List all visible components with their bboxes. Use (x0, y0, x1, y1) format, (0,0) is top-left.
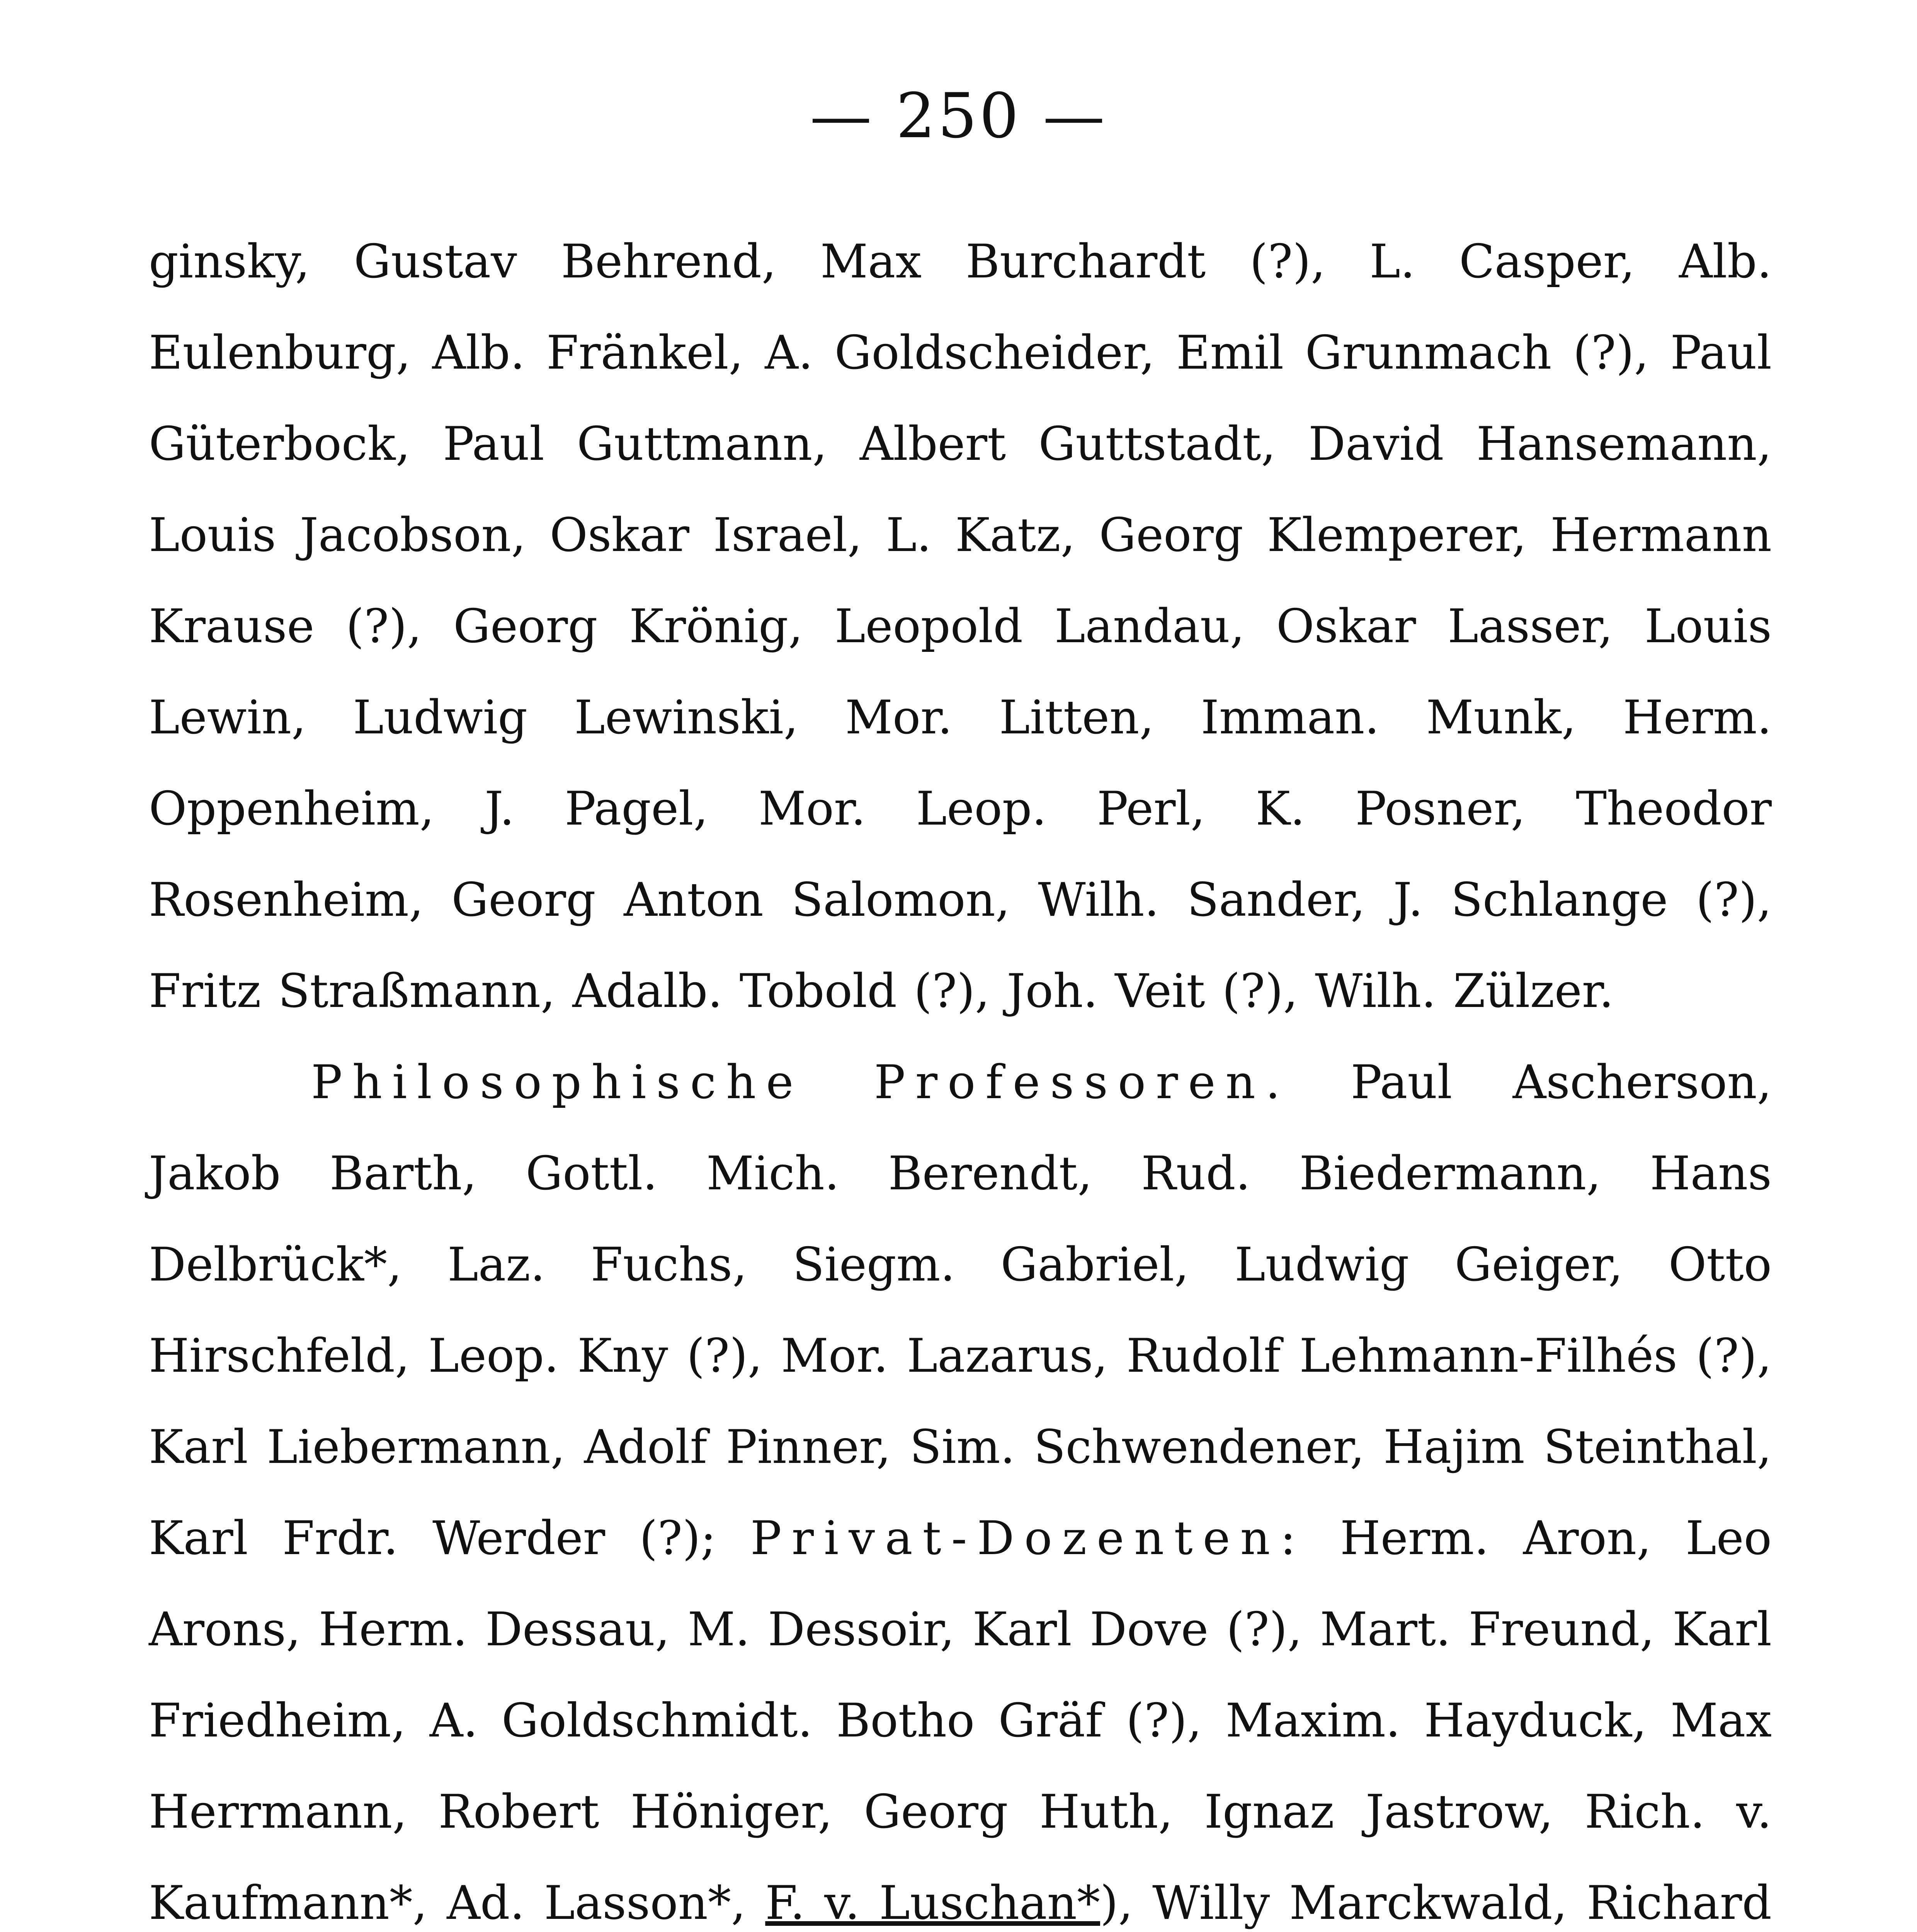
page-number: — 250 — (810, 80, 1107, 152)
philosophy-paragraph (149, 1037, 1772, 1932)
continuation-text: ginsky, Gustav Behrend, Max Burchardt (?), L. Casper, Alb. Eulenburg, Alb. Fränkel, A. Goldscheider, Emil Grunmach (?), Paul Güterbock, Paul Guttmann, Albert Guttstadt, David Hansemann, Louis Jacobson, Oskar Israel, L. Katz, Georg Klemperer, Hermann Krause (?), Georg Krönig, Leopold Landau, Oskar Lasser, Louis Lewin, Ludwig Lewinski, Mor. Litten, Imman. Munk, Herm. Oppenheim, J. Pagel, Mor. Leop. Perl, K. Posner, Theodor Rosenheim, Georg Anton Salomon, Wilh. Sander, J. Schlange (?), Fritz Straßmann, Adalb. Tobold (?), Joh. Veit (?), Wilh. Zülzer. (149, 235, 1772, 1018)
privatdozenten-heading: Privat-Dozenten: (750, 1512, 1306, 1565)
philosophy-heading: Philosophische Professoren. (311, 1056, 1290, 1109)
berlin-continuation-block (149, 216, 1772, 1932)
medical-privatdozenten-continuation (149, 216, 1772, 1037)
philosophy-professors-list: Paul Ascherson, Jakob Barth, Gottl. Mich. Berendt, Rud. Biedermann, Hans Delbrück*, Laz. Fuchs, Siegm. Gabriel, Ludwig Geiger, Otto Hirschfeld, Leop. Kny (?), Mor. Lazarus, Rudolf Lehmann-Filhés (?), Karl Liebermann, Adolf Pinner, Sim. Schwendener, Hajim Steinthal, Karl Frdr. Werder (?); (149, 1056, 1772, 1565)
privatdozenten-list-a: Herm. Aron, Leo Arons, Herm. Dessau, M. Dessoir, Karl Dove (?), Mart. Freund, Karl Friedheim, A. Goldschmidt. Botho Gräf (?), Maxim. Hayduck, Max Herrmann, Robert Höniger, Georg Huth, Ignaz Jastrow, Rich. v. Kaufmann*, Ad. Lasson*, (149, 1512, 1772, 1930)
privatdozenten-list-b: ), Willy Marckwald, Richard (1100, 1876, 1772, 1930)
underlined-name-luschan: F. v. Luschan* (765, 1876, 1100, 1930)
